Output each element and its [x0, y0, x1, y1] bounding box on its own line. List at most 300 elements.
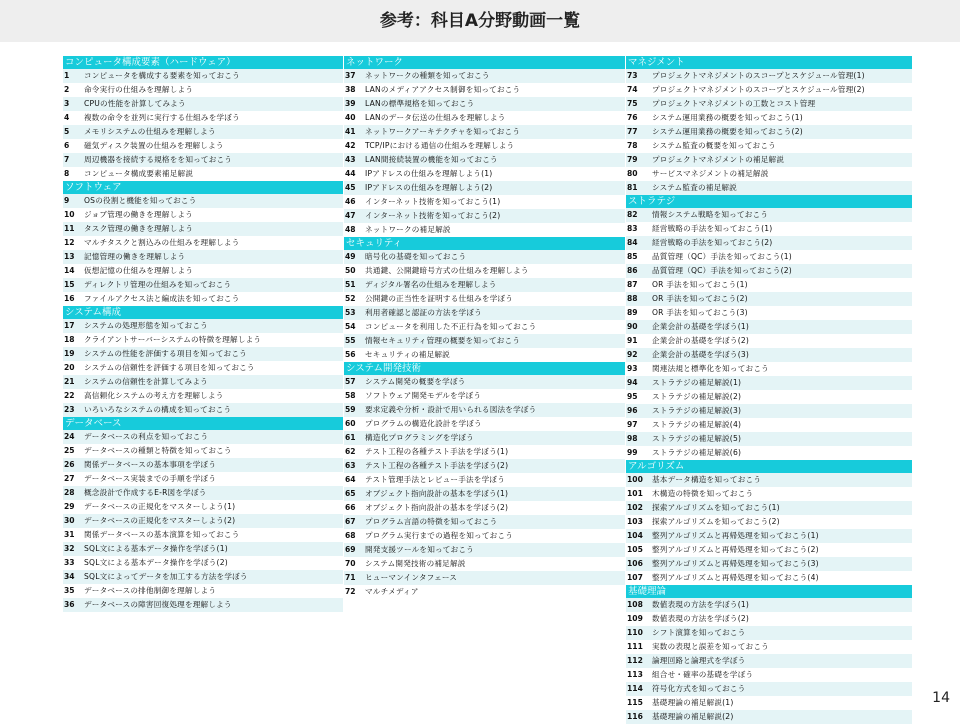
video-number: 54 — [345, 322, 356, 331]
video-title: 情報システム戦略を知っておこう — [652, 210, 769, 219]
video-number: 94 — [627, 378, 638, 387]
video-number: 48 — [345, 225, 356, 234]
video-number: 63 — [345, 461, 356, 470]
page-number: 14 — [932, 690, 950, 706]
video-number: 112 — [627, 656, 643, 665]
video-title: ソフトウェア開発モデルを学ぼう — [365, 391, 482, 400]
video-row — [626, 97, 912, 111]
video-title: SQL文による基本データ操作を学ぼう(2) — [84, 558, 228, 567]
video-row — [626, 446, 912, 460]
video-title: 論理回路と論理式を学ぼう — [652, 656, 746, 665]
video-row — [344, 543, 625, 557]
video-number: 70 — [345, 559, 356, 568]
video-title: システムの性能を評価する項目を知っておこう — [84, 349, 247, 358]
video-row — [63, 250, 343, 264]
video-row — [344, 320, 625, 334]
video-title: 関係データベースの基本演算を知っておこう — [84, 530, 240, 539]
video-row — [626, 167, 912, 181]
video-number: 25 — [64, 446, 75, 455]
video-number: 108 — [627, 600, 643, 609]
video-number: 98 — [627, 434, 638, 443]
category-header: ストラテジ — [626, 195, 912, 208]
video-title: SQL文による基本データ操作を学ぼう(1) — [84, 544, 228, 553]
video-title: 経営戦略の手法を知っておこう(2) — [652, 238, 773, 247]
video-number: 110 — [627, 628, 643, 637]
video-row — [344, 278, 625, 292]
video-title: システム開発技術の補足解説 — [365, 559, 466, 568]
video-row — [63, 125, 343, 139]
video-number: 104 — [627, 531, 643, 540]
video-number: 45 — [345, 183, 356, 192]
video-title: 仮想記憶の仕組みを理解しよう — [84, 266, 194, 275]
video-title: 周辺機器を接続する規格をを知っておこう — [84, 155, 233, 164]
video-number: 7 — [64, 155, 70, 164]
video-number: 95 — [627, 392, 638, 401]
video-row — [344, 417, 625, 431]
video-number: 52 — [345, 294, 356, 303]
video-title: 企業会計の基礎を学ぼう(3) — [652, 350, 750, 359]
video-title: データベースの種類と特徴を知っておこう — [84, 446, 232, 455]
video-number: 82 — [627, 210, 638, 219]
video-row — [344, 529, 625, 543]
video-title: タスク管理の働きを理解しよう — [84, 224, 194, 233]
video-number: 38 — [345, 85, 356, 94]
video-row — [344, 473, 625, 487]
video-title: プロジェクトマネジメントの補足解説 — [652, 155, 785, 164]
video-number: 96 — [627, 406, 638, 415]
video-row — [344, 83, 625, 97]
video-title: 企業会計の基礎を学ぼう(1) — [652, 322, 750, 331]
video-title: テスト工程の各種テスト手法を学ぼう(1) — [365, 447, 509, 456]
video-row — [63, 472, 343, 486]
video-row — [63, 319, 343, 333]
video-number: 35 — [64, 586, 75, 595]
video-row — [63, 208, 343, 222]
video-row — [344, 445, 625, 459]
video-title: システムの信頼性を評価する項目を知っておこう — [84, 363, 255, 372]
video-title: コンピュータ構成要素補足解説 — [84, 169, 194, 178]
video-title: サービスマネジメントの補足解説 — [652, 169, 769, 178]
category-header: アルゴリズム — [626, 460, 912, 473]
video-row — [344, 209, 625, 223]
video-number: 4 — [64, 113, 70, 122]
video-row — [626, 626, 912, 640]
video-number: 8 — [64, 169, 70, 178]
video-title: 企業会計の基礎を学ぼう(2) — [652, 336, 750, 345]
video-number: 50 — [345, 266, 356, 275]
video-title: 基礎理論の補足解説(1) — [652, 698, 734, 707]
video-title: 整列アルゴリズムと再帰処理を知っておこう(1) — [652, 531, 819, 540]
video-title: プロジェクトマネジメントの工数とコスト管理 — [652, 99, 816, 108]
video-title: ストラテジの補足解説(4) — [652, 420, 742, 429]
video-row — [344, 97, 625, 111]
video-row — [626, 612, 912, 626]
video-title: LANの標準規格を知っておこう — [365, 99, 475, 108]
video-number: 84 — [627, 238, 638, 247]
video-row — [63, 97, 343, 111]
video-title: プログラムの構造化設計を学ぼう — [365, 419, 482, 428]
video-title: ネットワークの補足解説 — [365, 225, 451, 234]
video-number: 56 — [345, 350, 356, 359]
video-row — [344, 487, 625, 501]
video-number: 33 — [64, 558, 75, 567]
video-number: 14 — [64, 266, 75, 275]
video-row — [344, 153, 625, 167]
video-number: 51 — [345, 280, 356, 289]
video-title: ジョブ管理の働きを理解しよう — [84, 210, 193, 219]
video-title: マルチタスクと割込みの仕組みを理解しよう — [84, 238, 240, 247]
video-title: システム運用業務の概要を知っておこう(1) — [652, 113, 803, 122]
video-title: OR 手法を知っておこう(1) — [652, 280, 748, 289]
category-header: システム開発技術 — [344, 362, 625, 375]
video-title: 概念設計で作成するE-R図を学ぼう — [84, 488, 207, 497]
video-row — [626, 696, 912, 710]
video-title: コンピュータを構成する要素を知っておこう — [84, 71, 240, 80]
video-number: 47 — [345, 211, 356, 220]
video-title: システム運用業務の概要を知っておこう(2) — [652, 127, 803, 136]
video-number: 3 — [64, 99, 70, 108]
video-title: OSの役割と機能を知っておこう — [84, 196, 197, 205]
video-number: 99 — [627, 448, 638, 457]
video-row — [63, 500, 343, 514]
video-row — [344, 431, 625, 445]
video-row — [344, 515, 625, 529]
video-row — [344, 264, 625, 278]
category-header: データベース — [63, 417, 343, 430]
video-number: 27 — [64, 474, 75, 483]
video-row — [626, 334, 912, 348]
video-row — [63, 403, 343, 417]
video-row — [626, 515, 912, 529]
video-row — [63, 584, 343, 598]
video-title: プロジェクトマネジメントのスコープとスケジュール管理(2) — [652, 85, 865, 94]
video-row — [63, 153, 343, 167]
video-number: 41 — [345, 127, 356, 136]
video-number: 11 — [64, 224, 75, 233]
video-row — [63, 264, 343, 278]
video-row — [344, 389, 625, 403]
video-number: 64 — [345, 475, 356, 484]
video-number: 55 — [345, 336, 356, 345]
video-number: 89 — [627, 308, 638, 317]
video-title: CPUの性能を計算してみよう — [84, 99, 186, 108]
video-title: 数値表現の方法を学ぼう(2) — [652, 614, 750, 623]
video-number: 36 — [64, 600, 75, 609]
video-row — [626, 543, 912, 557]
video-number: 26 — [64, 460, 75, 469]
video-number: 30 — [64, 516, 75, 525]
video-row — [344, 125, 625, 139]
video-number: 80 — [627, 169, 638, 178]
video-row — [63, 236, 343, 250]
video-title: いろいろなシステムの構成を知っておこう — [84, 405, 232, 414]
video-number: 88 — [627, 294, 638, 303]
video-row — [626, 250, 912, 264]
video-row — [626, 571, 912, 585]
video-number: 68 — [345, 531, 356, 540]
video-row — [63, 83, 343, 97]
video-title: 公開鍵の正当性を証明する仕組みを学ぼう — [365, 294, 514, 303]
video-title: 複数の命令を並列に実行する仕組みを学ぼう — [84, 113, 240, 122]
video-title: テスト工程の各種テスト手法を学ぼう(2) — [365, 461, 509, 470]
video-number: 10 — [64, 210, 75, 219]
video-number: 15 — [64, 280, 75, 289]
video-row — [626, 432, 912, 446]
video-title: オブジェクト指向設計の基本を学ぼう(1) — [365, 489, 509, 498]
video-number: 66 — [345, 503, 356, 512]
video-title: 高信頼化システムの考え方を理解しよう — [84, 391, 224, 400]
video-title: オブジェクト指向設計の基本を学ぼう(2) — [365, 503, 509, 512]
column-3 — [626, 56, 912, 724]
video-number: 17 — [64, 321, 75, 330]
video-row — [63, 486, 343, 500]
video-number: 24 — [64, 432, 75, 441]
video-title: 品質管理（QC）手法を知っておこう(2) — [652, 266, 792, 275]
video-row — [626, 320, 912, 334]
video-title: 探索アルゴリズムを知っておこう(1) — [652, 503, 780, 512]
video-row — [626, 111, 912, 125]
video-title: ストラテジの補足解説(2) — [652, 392, 742, 401]
video-row — [63, 375, 343, 389]
video-title: OR 手法を知っておこう(2) — [652, 294, 748, 303]
video-row — [63, 139, 343, 153]
video-title: クライアントサーバーシステムの特徴を理解しよう — [84, 335, 262, 344]
video-number: 77 — [627, 127, 638, 136]
video-row — [63, 361, 343, 375]
video-number: 6 — [64, 141, 70, 150]
video-number: 21 — [64, 377, 75, 386]
video-title: 整列アルゴリズムと再帰処理を知っておこう(2) — [652, 545, 819, 554]
video-number: 101 — [627, 489, 643, 498]
video-title: 木構造の特徴を知っておこう — [652, 489, 754, 498]
video-number: 20 — [64, 363, 75, 372]
video-row — [626, 208, 912, 222]
video-row — [344, 195, 625, 209]
video-number: 100 — [627, 475, 643, 484]
video-title: インターネット技術を知っておこう(1) — [365, 197, 501, 206]
video-title: ネットワークアーキテクチャを知っておこう — [365, 127, 521, 136]
video-number: 113 — [627, 670, 643, 679]
video-title: 数値表現の方法を学ぼう(1) — [652, 600, 750, 609]
category-header: システム構成 — [63, 306, 343, 319]
video-title: 組合せ・確率の基礎を学ぼう — [652, 670, 754, 679]
category-header: マネジメント — [626, 56, 912, 69]
video-number: 79 — [627, 155, 638, 164]
video-number: 74 — [627, 85, 638, 94]
video-title: 共通鍵、公開鍵暗号方式の仕組みを理解しよう — [365, 266, 529, 275]
video-number: 42 — [345, 141, 356, 150]
video-number: 60 — [345, 419, 356, 428]
video-row — [63, 556, 343, 570]
video-title: 要求定義や分析・設計で用いられる図法を学ぼう — [365, 405, 537, 414]
video-title: IPアドレスの仕組みを理解しよう(1) — [365, 169, 493, 178]
video-row — [63, 444, 343, 458]
video-number: 19 — [64, 349, 75, 358]
video-row — [344, 306, 625, 320]
video-number: 114 — [627, 684, 643, 693]
video-number: 93 — [627, 364, 638, 373]
video-row — [344, 571, 625, 585]
video-title: 符号化方式を知っておこう — [652, 684, 746, 693]
video-number: 9 — [64, 196, 70, 205]
video-row — [626, 668, 912, 682]
video-number: 18 — [64, 335, 75, 344]
video-number: 85 — [627, 252, 638, 261]
video-title: システム監査の補足解説 — [652, 183, 737, 192]
video-title: コンピュータを利用した不正行為を知っておこう — [365, 322, 537, 331]
video-title: 実数の表現と誤差を知っておこう — [652, 642, 769, 651]
video-row — [626, 390, 912, 404]
video-number: 1 — [64, 71, 70, 80]
video-title: システムの処理形態を知っておこう — [84, 321, 208, 330]
column-2 — [344, 56, 625, 599]
category-header: コンピュータ構成要素（ハードウェア） — [63, 56, 343, 69]
video-row — [63, 430, 343, 444]
video-number: 81 — [627, 183, 638, 192]
video-row — [626, 501, 912, 515]
video-row — [344, 375, 625, 389]
video-row — [626, 83, 912, 97]
video-title: システムの信頼性を計算してみよう — [84, 377, 208, 386]
video-title: 探索アルゴリズムを知っておこう(2) — [652, 517, 780, 526]
video-number: 67 — [345, 517, 356, 526]
video-number: 40 — [345, 113, 356, 122]
video-row — [344, 111, 625, 125]
video-number: 53 — [345, 308, 356, 317]
video-number: 65 — [345, 489, 356, 498]
video-title: TCP/IPにおける通信の仕組みを理解しよう — [365, 141, 515, 150]
video-number: 92 — [627, 350, 638, 359]
video-number: 97 — [627, 420, 638, 429]
video-row — [344, 557, 625, 571]
video-number: 43 — [345, 155, 356, 164]
video-title: SQL文によってデータを加工する方法を学ぼう — [84, 572, 248, 581]
video-title: LANのメディアアクセス制御を知っておこう — [365, 85, 521, 94]
video-row — [626, 236, 912, 250]
video-row — [626, 222, 912, 236]
video-row — [626, 529, 912, 543]
video-number: 62 — [345, 447, 356, 456]
video-number: 61 — [345, 433, 356, 442]
video-number: 76 — [627, 113, 638, 122]
video-number: 34 — [64, 572, 75, 581]
video-row — [63, 528, 343, 542]
video-row — [626, 473, 912, 487]
video-row — [626, 264, 912, 278]
video-number: 39 — [345, 99, 356, 108]
video-title: 開発支援ツールを知っておこう — [365, 545, 474, 554]
video-row — [344, 585, 625, 599]
video-number: 105 — [627, 545, 643, 554]
video-row — [626, 654, 912, 668]
video-number: 109 — [627, 614, 643, 623]
video-row — [63, 347, 343, 361]
video-title: データベースの正規化をマスターしよう(1) — [84, 502, 236, 511]
video-title: データベースの利点を知っておこう — [84, 432, 209, 441]
video-row — [344, 501, 625, 515]
video-row — [626, 125, 912, 139]
video-row — [344, 223, 625, 237]
video-title: 関連法規と標準化を知っておこう — [652, 364, 769, 373]
video-row — [344, 459, 625, 473]
video-row — [63, 458, 343, 472]
video-row — [626, 292, 912, 306]
video-number: 116 — [627, 712, 643, 721]
video-title: 暗号化の基礎を知っておこう — [365, 252, 467, 261]
video-row — [63, 278, 343, 292]
video-number: 57 — [345, 377, 356, 386]
video-row — [63, 111, 343, 125]
video-row — [626, 69, 912, 83]
video-title: プログラム実行までの過程を知っておこう — [365, 531, 514, 540]
video-number: 12 — [64, 238, 75, 247]
video-title: ディジタル署名の仕組みを理解しよう — [365, 280, 497, 289]
video-title: ストラテジの補足解説(6) — [652, 448, 742, 457]
video-row — [626, 306, 912, 320]
video-title: 経営戦略の手法を知っておこう(1) — [652, 224, 773, 233]
video-title: データベースの障害回復処理を理解しよう — [84, 600, 232, 609]
video-title: LANのデータ伝送の仕組みを理解しよう — [365, 113, 506, 122]
video-number: 37 — [345, 71, 356, 80]
video-title: 利用者確認と認証の方法を学ぼう — [365, 308, 482, 317]
video-title: ネットワークの種類を知っておこう — [365, 71, 490, 80]
video-number: 16 — [64, 294, 75, 303]
video-title: 記憶管理の働きを理解しよう — [84, 252, 186, 261]
video-number: 86 — [627, 266, 638, 275]
video-number: 69 — [345, 545, 356, 554]
video-title: 基本データ構造を知っておこう — [652, 475, 762, 484]
video-title: シフト演算を知っておこう — [652, 628, 746, 637]
video-number: 73 — [627, 71, 638, 80]
video-number: 91 — [627, 336, 638, 345]
category-header: 基礎理論 — [626, 585, 912, 598]
video-number: 5 — [64, 127, 70, 136]
category-header: ソフトウェア — [63, 181, 343, 194]
video-number: 115 — [627, 698, 643, 707]
video-number: 58 — [345, 391, 356, 400]
video-title: ストラテジの補足解説(1) — [652, 378, 742, 387]
video-title: OR 手法を知っておこう(3) — [652, 308, 748, 317]
video-row — [63, 333, 343, 347]
video-number: 71 — [345, 573, 356, 582]
video-row — [344, 292, 625, 306]
video-row — [344, 69, 625, 83]
video-number: 46 — [345, 197, 356, 206]
page-title: 参考：科目A分野動画一覧 — [379, 11, 581, 31]
video-row — [626, 153, 912, 167]
video-title: データベースの正規化をマスターしよう(2) — [84, 516, 236, 525]
video-row — [63, 542, 343, 556]
video-row — [344, 250, 625, 264]
video-number: 78 — [627, 141, 638, 150]
video-number: 44 — [345, 169, 356, 178]
video-number: 83 — [627, 224, 638, 233]
video-row — [63, 69, 343, 83]
category-header: ネットワーク — [344, 56, 625, 69]
video-title: プログラム言語の特徴を知っておこう — [365, 517, 498, 526]
video-title: IPアドレスの仕組みを理解しよう(2) — [365, 183, 493, 192]
video-row — [344, 167, 625, 181]
video-title: プロジェクトマネジメントのスコープとスケジュール管理(1) — [652, 71, 865, 80]
video-number: 72 — [345, 587, 356, 596]
video-row — [626, 139, 912, 153]
video-row — [63, 194, 343, 208]
video-title: データベースの排他制御を理解しよう — [84, 586, 217, 595]
video-number: 31 — [64, 530, 75, 539]
video-title: 関係データベースの基本事項を学ぼう — [84, 460, 217, 469]
video-row — [626, 404, 912, 418]
video-title: 整列アルゴリズムと再帰処理を知っておこう(4) — [652, 573, 819, 582]
